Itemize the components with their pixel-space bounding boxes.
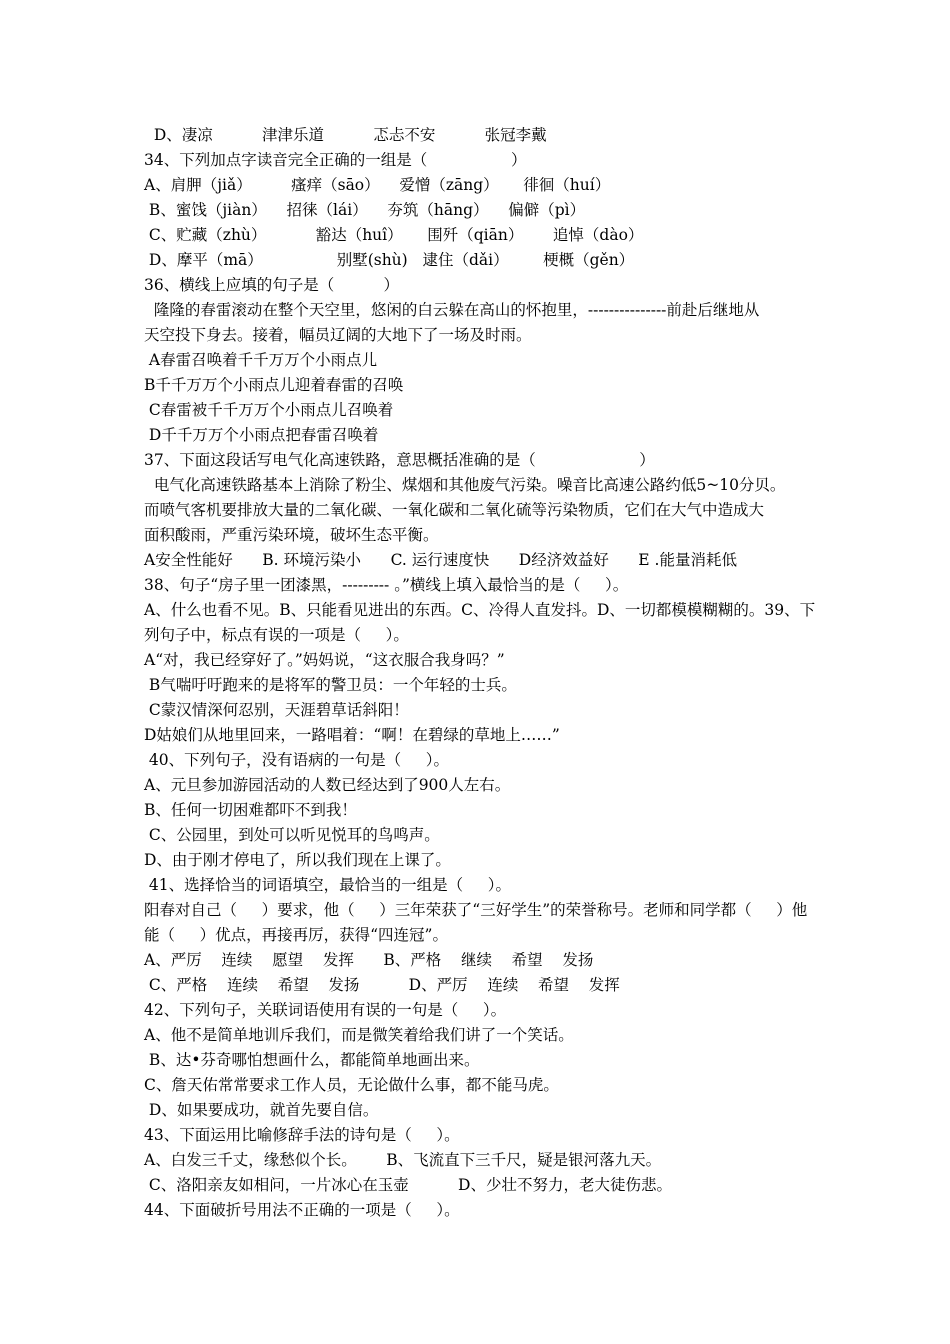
- option-line: B、任何一切困难都吓不到我！: [144, 801, 357, 819]
- question-41: 41、选择恰当的词语填空，最恰当的一组是（ ）。: [144, 876, 512, 894]
- option-line: A、白发三千丈，缘愁似个长。 B、飞流直下三千尺，疑是银河落九天。: [144, 1151, 662, 1169]
- option-line: A安全性能好 B. 环境污染小 C. 运行速度快 D经济效益好 E .能量消耗低: [144, 551, 737, 569]
- text-line: D、凄凉 津津乐道 忑忐不安 张冠李戴: [144, 126, 547, 144]
- passage-line: 而喷气客机要排放大量的二氧化碳、一氧化碳和二氧化硫等污染物质，它们在大气中造成大: [144, 501, 765, 519]
- question-36: 36、横线上应填的句子是（ ）: [144, 276, 399, 294]
- option-line: C、洛阳亲友如相问，一片冰心在玉壶 D、少壮不努力，老大徒伤悲。: [144, 1176, 672, 1194]
- passage-line: 面积酸雨，严重污染环境，破坏生态平衡。: [144, 526, 439, 544]
- option-line: B千千万万个小雨点儿迎着春雷的召唤: [144, 376, 404, 394]
- option-line: A、肩胛（jiǎ） 瘙痒（sāo） 爱憎（zāng） 徘徊（huí）: [144, 176, 611, 194]
- option-line: C、贮藏（zhù） 豁达（huî） 围歼（qiān） 追悼（dào）: [144, 226, 644, 244]
- option-line: B、达•芬奇哪怕想画什么，都能简单地画出来。: [144, 1051, 480, 1069]
- option-line: D千千万万个小雨点把春雷召唤着: [144, 426, 379, 444]
- passage-line: 电气化高速铁路基本上消除了粉尘、煤烟和其他废气污染。噪音比高速公路约低5~10分贝。: [144, 476, 786, 494]
- option-line: C蒙汉情深何忍别，天涯碧草话斜阳！: [144, 701, 409, 719]
- option-line: C、公园里，到处可以听见悦耳的鸟鸣声。: [144, 826, 440, 844]
- option-line: D、摩平（mā） 别墅(shù) 逮住（dǎi） 梗概（gěn）: [144, 251, 635, 269]
- option-line: B、蜜饯（jiàn） 招徕（lái） 夯筑（hāng） 偏僻（pì）: [144, 201, 586, 219]
- option-line: A、元旦参加游园活动的人数已经达到了900人左右。: [144, 776, 511, 794]
- option-line: B气喘吁吁跑来的是将军的警卫员：一个年轻的士兵。: [144, 676, 517, 694]
- option-line: C、严格 连续 希望 发扬 D、严厉 连续 希望 发挥: [144, 976, 620, 994]
- question-34: 34、下列加点字读音完全正确的一组是（ ）: [144, 151, 527, 169]
- option-line: D、如果要成功，就首先要自信。: [144, 1101, 379, 1119]
- option-line: A、严厉 连续 愿望 发挥 B、严格 继续 希望 发扬: [144, 951, 594, 969]
- option-line: A春雷召唤着千千万万个小雨点儿: [144, 351, 378, 369]
- passage-line: 天空投下身去。接着，幅员辽阔的大地下了一场及时雨。: [144, 326, 532, 344]
- option-line: A、他不是简单地训斥我们，而是微笑着给我们讲了一个笑话。: [144, 1026, 574, 1044]
- option-line: A“对，我已经穿好了。”妈妈说，“这衣服合我身吗？”: [144, 651, 505, 669]
- option-line: C、詹天佑常常要求工作人员，无论做什么事，都不能马虎。: [144, 1076, 559, 1094]
- option-line: D姑娘们从地里回来，一路唱着：“啊！在碧绿的草地上……”: [144, 726, 560, 744]
- question-39: 列句子中，标点有误的一项是（ ）。: [144, 626, 409, 644]
- passage-line: 能（ ）优点，再接再厉，获得“四连冠”。: [144, 926, 448, 944]
- question-42: 42、下列句子，关联词语使用有误的一句是（ ）。: [144, 1001, 507, 1019]
- option-line: A、什么也看不见。B、只能看见进出的东西。C、冷得人直发抖。D、一切都模模糊糊的。39、下: [144, 601, 816, 619]
- option-line: C春雷被千千万万个小雨点儿召唤着: [144, 401, 394, 419]
- question-43: 43、下面运用比喻修辞手法的诗句是（ ）。: [144, 1126, 460, 1144]
- question-37: 37、下面这段话写电气化高速铁路，意思概括准确的是（ ）: [144, 451, 655, 469]
- question-40: 40、下列句子，没有语病的一句是（ ）。: [144, 751, 450, 769]
- option-line: D、由于刚才停电了，所以我们现在上课了。: [144, 851, 451, 869]
- passage-line: 隆隆的春雷滚动在整个天空里，悠闲的白云躲在高山的怀抱里，---------------前赴后继地从: [144, 301, 760, 319]
- question-38: 38、句子“房子里一团漆黑，--------- 。”横线上填入最恰当的是（ ）。: [144, 576, 629, 594]
- question-44: 44、下面破折号用法不正确的一项是（ ）。: [144, 1201, 460, 1219]
- passage-line: 阳春对自己（ ）要求，他（ ）三年荣获了“三好学生”的荣誉称号。老师和同学都（ ）他: [144, 901, 808, 919]
